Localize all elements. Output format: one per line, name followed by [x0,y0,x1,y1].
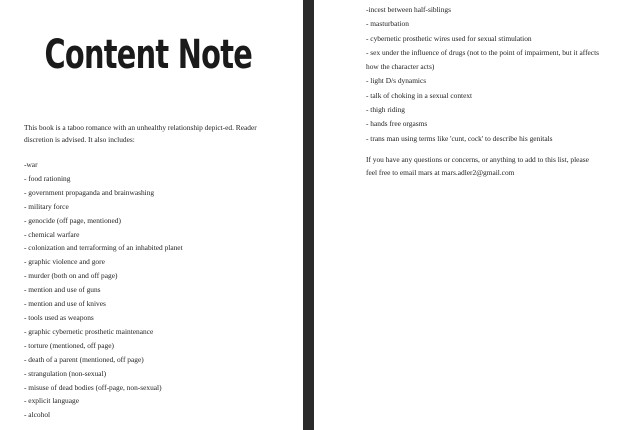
list-item: -war [24,160,38,169]
content-warning-list [24,158,294,422]
list-item: - mention and use of guns [24,285,101,295]
list-item: - light D/s dynamics [366,76,427,86]
list-item: - misuse of dead bodies (off-page, non-sexual) [24,382,162,392]
left-page [0,0,303,430]
list-item: - talk of choking in a sexual context [366,90,473,100]
list-item: - military force [24,201,69,211]
list-item: - sex under the influence of drugs (not to the point of impairment, but it affects how the character acts) [366,47,600,72]
list-item: - graphic violence and gore [24,257,105,267]
right-page [314,0,617,430]
list-item: - food rationing [24,173,71,183]
list-item: - murder (both on and off page) [24,271,118,281]
list-item: - chemical warfare [24,229,80,239]
list-item: - mention and use of knives [24,299,106,309]
list-item: - masturbation [366,19,409,29]
page-title: Content Note [44,32,253,78]
intro-paragraph: This book is a taboo romance with an unhealthy relationship depict-ed. Reader discretion is advised. It also includes: [24,123,257,144]
list-item: - alcohol [24,410,51,420]
list-item: - explicit language [24,396,79,406]
list-item: - colonization and terraforming of an inhabited planet [24,243,183,253]
list-item: - cybernetic prosthetic wires used for sexual stimulation [366,33,532,43]
list-item: - trans man using terms like 'cunt, cock' to describe his genitals [366,133,553,143]
list-item: - death of a parent (mentioned, off page) [24,354,144,364]
list-item: - hands free orgasms [366,119,428,129]
list-item: - thigh riding [366,105,406,115]
list-item: -incest between half-siblings [366,5,451,14]
content-warning-list-continued [366,3,611,146]
list-item: - tools used as weapons [24,312,94,322]
list-item: - strangulation (non-sexual) [24,368,107,378]
list-item: - torture (mentioned, off page) [24,340,114,350]
book-spine [303,0,314,430]
list-item: - graphic cybernetic prosthetic maintenance [24,326,154,336]
contact-paragraph: If you have any questions or concerns, or anything to add to this list, please feel free to email mars at mars.adler2@gmail.com [366,155,589,177]
list-item: - genocide (off page, mentioned) [24,215,121,225]
list-item: - government propaganda and brainwashing [24,187,155,197]
